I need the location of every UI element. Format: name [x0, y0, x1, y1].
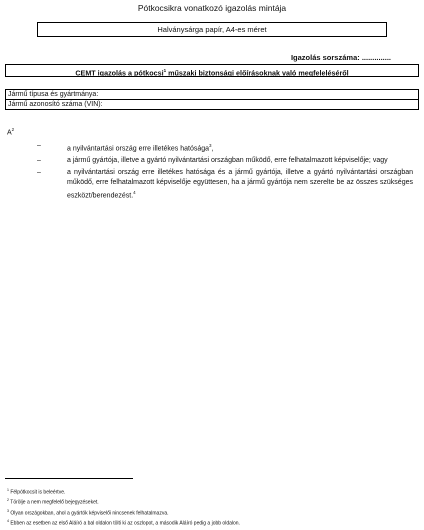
certificate-number-label: Igazolás sorszáma: ..............	[290, 53, 391, 62]
page-title: Pótkocsikra vonatkozó igazolás mintája	[137, 3, 287, 13]
item-body: a jármű gyártója, illetve a gyártó nyilvántartási országban működő, erre felhatalmazott képviselője; vagy	[67, 157, 388, 165]
vehicle-vin-label: Jármű azonosító száma (VIN):	[8, 101, 103, 108]
footnote	[7, 487, 421, 497]
item-body: a nyilvántartási ország erre illetékes hatósága	[67, 145, 210, 153]
cemt-title-part2: műszaki biztonsági előírásoknak való megfeleléséről	[166, 68, 349, 78]
footnote-divider	[5, 478, 133, 479]
footnote-text: Ebben az esetben az első Aláíró a bal oldalon tölti ki az oszlopot, a második Aláíró pedig a jobb oldalon.	[10, 521, 240, 528]
vehicle-info-table	[5, 89, 419, 110]
a-label-text: A	[7, 129, 12, 137]
list-dash: –	[37, 157, 41, 165]
paper-note-box: Halványsárga papír, A4-es méret	[37, 22, 387, 37]
a-label-footnote-ref: 2	[11, 127, 15, 132]
vehicle-type-label: Jármű típusa és gyártmánya:	[8, 91, 99, 98]
footnote-number: 4	[7, 519, 9, 524]
list-item-text	[67, 141, 413, 154]
footnote	[7, 497, 421, 507]
item-body: a nyilvántartási ország erre illetékes hatósága és a jármű gyártója, illetve a gyártó nyilvántartási országban működő, erre felhatalmazott képviselője együttesen, ha a jármű gyártója nem szerelte be az összes szükséges eszközt/berendezést.	[67, 169, 413, 200]
vehicle-vin-row	[6, 100, 418, 109]
list-dash: –	[37, 142, 41, 149]
a-label	[7, 127, 14, 136]
footnote-text: Félpótkocsit is beleértve.	[10, 489, 66, 496]
item-tail: ,	[211, 145, 214, 153]
list-item	[37, 156, 413, 166]
footnote-number: 2	[7, 498, 9, 503]
footnote-text: Törölje a nem megfelelő bejegyzéseket.	[10, 500, 99, 507]
item-footnote-ref: 4	[133, 190, 136, 196]
list-dash: –	[37, 169, 41, 177]
footnote-text: Olyan országokban, ahol a gyártók képviselői nincsenek felhatalmazva.	[10, 510, 169, 517]
list-item	[37, 168, 413, 201]
item-footnote-ref: 3	[209, 143, 212, 148]
cemt-title-footnote-ref: 1	[163, 68, 167, 73]
issuer-options-list	[37, 141, 413, 204]
footnote-number: 1	[7, 488, 9, 492]
list-item-text	[67, 156, 413, 166]
footnote	[7, 518, 421, 528]
list-item	[37, 141, 413, 154]
cemt-title-box	[5, 64, 419, 77]
list-item-text	[67, 168, 413, 201]
vehicle-type-row	[6, 90, 418, 100]
footnote	[7, 508, 421, 518]
cemt-title-part1: CEMT igazolás a pótkocsi	[75, 68, 164, 78]
footnote-number: 3	[7, 508, 9, 513]
footnotes	[7, 487, 421, 529]
